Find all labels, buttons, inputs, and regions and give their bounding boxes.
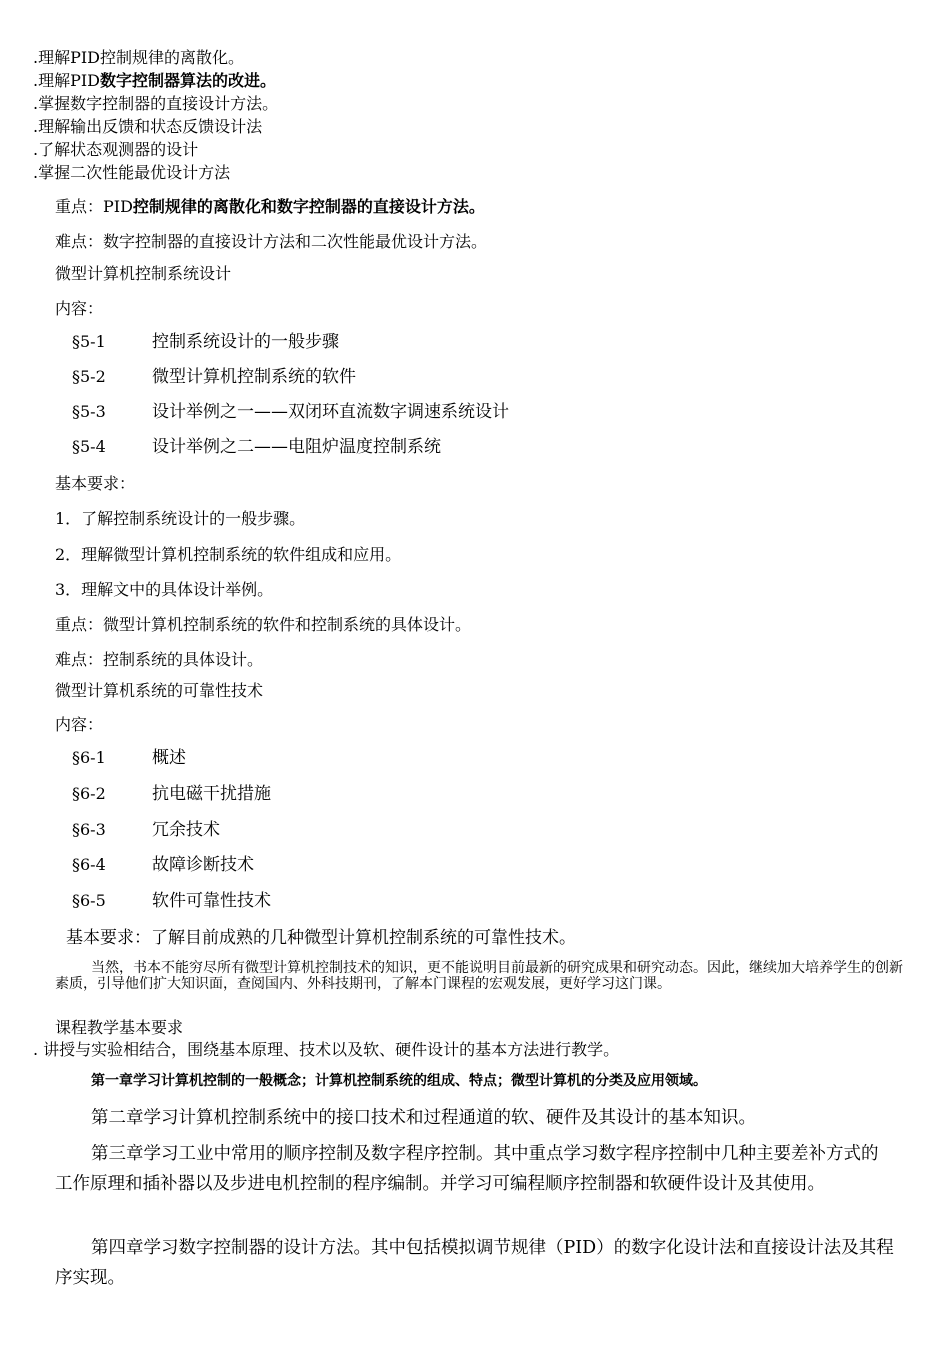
ch2-summary: 第二章学习计算机控制系统中的接口技术和过程通道的软、硬件及其设计的基本知识。 [91,1108,756,1128]
objective-2 [33,73,276,89]
objective-6-text: 掌握二次性能最优设计方法 [38,163,231,182]
ch6-requirement: 基本要求：了解目前成熟的几种微型计算机控制系统的可靠性技术。 [66,928,576,948]
ch6-title: 微型计算机系统的可靠性技术 [55,681,264,700]
ch4-key-point [55,199,485,215]
ch6-section-1-num: §6-1 [72,748,106,767]
objective-5-text: 了解状态观测器的设计 [38,140,199,159]
ch5-key-point: 重点：微型计算机控制系统的软件和控制系统的具体设计。 [55,615,472,634]
ch6-section-3-title: 冗余技术 [152,820,220,840]
objective-1-prefix: . [33,48,39,67]
ch5-content-label: 内容： [55,299,104,318]
ch5-requirement-2: 2．理解微型计算机控制系统的软件组成和应用。 [55,545,402,564]
ch5-section-4-title: 设计举例之二——电阻炉温度控制系统 [152,437,441,457]
objective-2-prefix: . [33,71,39,90]
objective-4 [33,119,262,135]
ch6-section-5-title: 软件可靠性技术 [152,891,271,911]
ch6-section-3 [72,822,220,839]
ch5-section-2-num: §5-2 [72,367,106,386]
ch5-section-3-num: §5-3 [72,402,106,421]
ch6-section-2-title: 抗电磁干扰措施 [152,784,271,804]
objective-6 [33,165,230,181]
objective-4-text: 理解输出反馈和状态反馈设计法 [38,117,263,136]
ch6-section-5 [72,893,271,910]
ch6-section-3-num: §6-3 [72,820,106,839]
ch5-section-1-title: 控制系统设计的一般步骤 [152,332,339,352]
ch5-section-4-num: §5-4 [72,437,106,456]
ch5-requirement-3: 3．理解文中的具体设计举例。 [55,580,274,599]
ch4-key-bold: 控制规律的离散化和数字控制器的直接设计方法。 [132,197,485,216]
objective-2-bold: 数字控制器算法的改进。 [100,71,277,90]
ch6-section-4-title: 故障诊断技术 [152,855,254,875]
ch5-section-3-title: 设计举例之一——双闭环直流数字调速系统设计 [152,402,509,422]
objective-5-prefix: . [33,140,39,159]
ch4-key-label: 重点：PID [55,197,133,216]
ch6-section-4-num: §6-4 [72,855,106,874]
objective-1 [33,50,244,66]
ch5-section-2 [72,369,356,386]
ch5-section-4 [72,439,441,456]
objective-1-text: 理解PID控制规律的离散化。 [38,48,245,67]
ch5-title: 微型计算机控制系统设计 [55,264,232,283]
ch5-requirement-1: 1．了解控制系统设计的一般步骤。 [55,509,306,528]
objective-6-prefix: . [33,163,39,182]
objective-3-prefix: . [33,94,39,113]
objective-2-text: 理解PID [38,71,101,90]
ch5-section-1 [72,334,339,351]
objective-3 [33,96,278,112]
objective-3-text: 掌握数字控制器的直接设计方法。 [38,94,279,113]
ch1-summary: 第一章学习计算机控制的一般概念；计算机控制系统的组成、特点；微型计算机的分类及应用领域。 [91,1073,707,1089]
ch6-section-2 [72,786,271,803]
ch5-section-1-num: §5-1 [72,332,106,351]
teaching-title: 课程教学基本要求 [55,1018,184,1037]
note-paragraph: 当然，书本不能穷尽所有微型计算机控制技术的知识，更不能说明目前最新的研究成果和研究动态。因此，继续加大培养学生的创新素质，引导他们扩大知识面，查阅国内、外科技期刊，了解本门课程的宏观发展，更好学习这门课。 [55,960,903,992]
ch6-section-4 [72,857,254,874]
ch3-summary: 第三章学习工业中常用的顺序控制及数字程序控制。其中重点学习数字程序控制中几种主要差补方式的工作原理和插补器以及步进电机控制的程序编制。并学习可编程顺序控制器和软硬件设计及其使用。 [55,1144,879,1194]
ch5-req-label: 基本要求： [55,474,136,493]
ch6-content-label: 内容： [55,715,104,734]
ch4-difficulty: 难点：数字控制器的直接设计方法和二次性能最优设计方法。 [55,232,488,251]
ch6-section-1 [72,750,186,767]
teaching-method: . 讲授与实验相结合，围绕基本原理、技术以及软、硬件设计的基本方法进行教学。 [33,1040,620,1059]
objective-4-prefix: . [33,117,39,136]
ch5-section-2-title: 微型计算机控制系统的软件 [152,367,356,387]
ch4-summary: 第四章学习数字控制器的设计方法。其中包括模拟调节规律（PID）的数字化设计法和直接设计法及其程序实现。 [55,1238,894,1288]
ch5-section-3 [72,404,509,421]
ch6-section-2-num: §6-2 [72,784,106,803]
ch6-section-5-num: §6-5 [72,891,106,910]
objective-5 [33,142,198,158]
ch6-section-1-title: 概述 [152,748,186,768]
ch5-difficulty: 难点：控制系统的具体设计。 [55,650,264,669]
